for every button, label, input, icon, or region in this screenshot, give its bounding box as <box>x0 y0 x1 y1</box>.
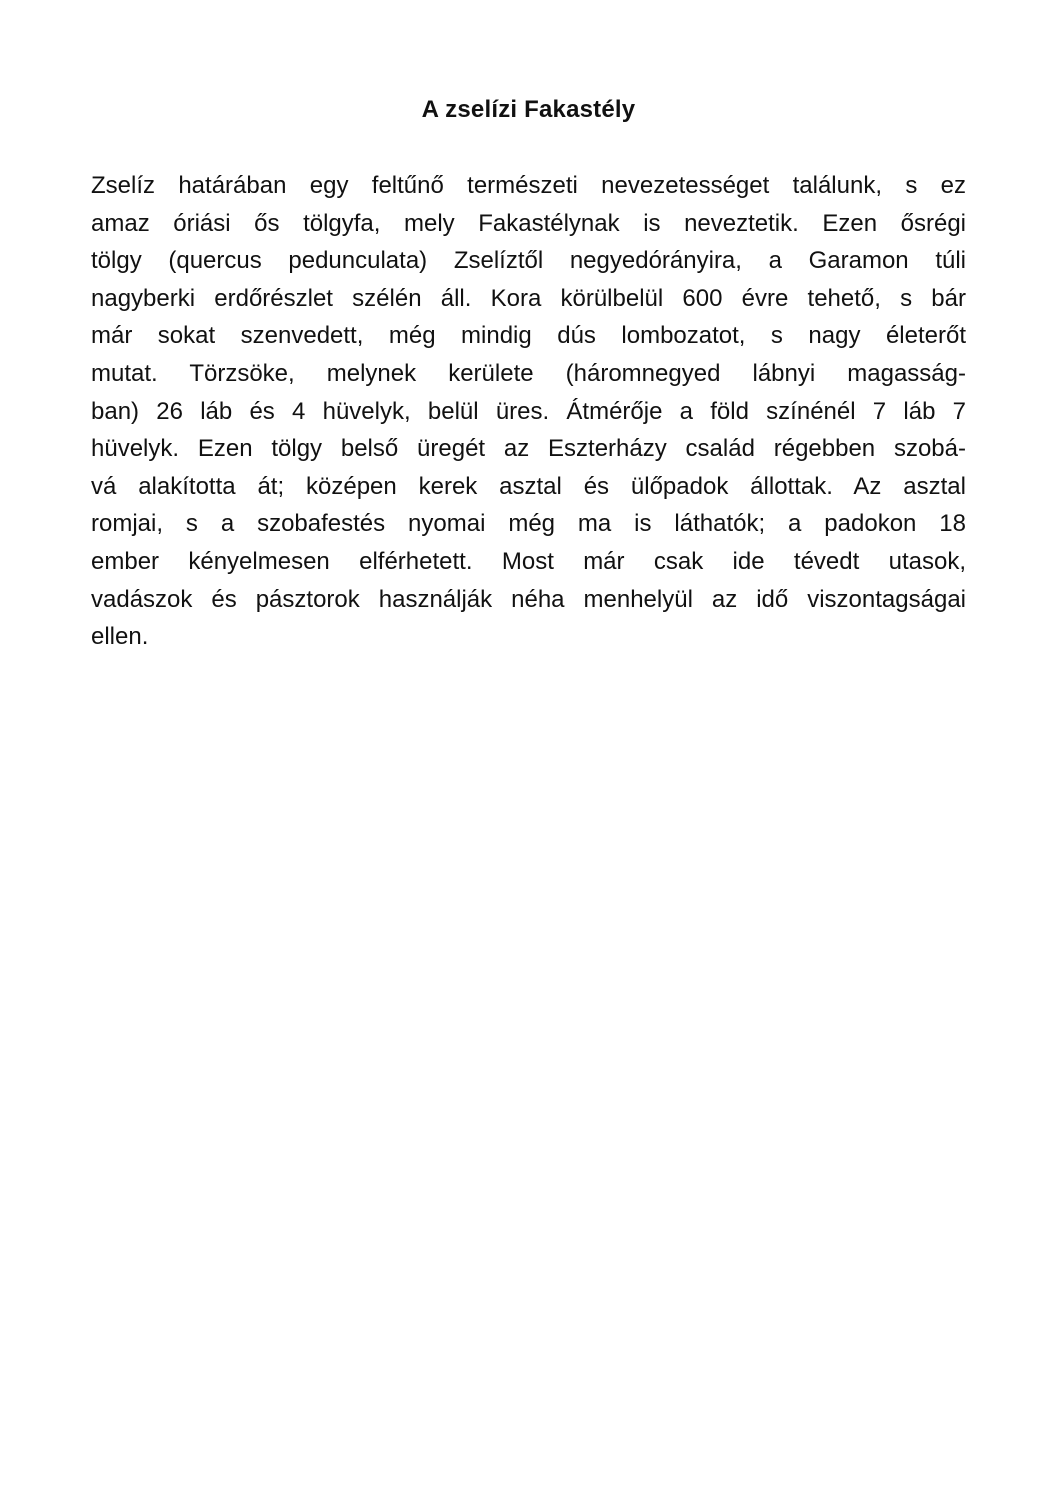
paragraph-line: ember kényelmesen elférhetett. Most már csak ide tévedt utasok, <box>91 547 966 575</box>
paragraph-line: ban) 26 láb és 4 hüvelyk, belül üres. Átmérője a föld színénél 7 láb 7 <box>91 397 966 425</box>
paragraph-line: romjai, s a szobafestés nyomai még ma is láthatók; a padokon 18 <box>91 510 966 538</box>
paragraph-line: vadászok és pásztorok használják néha menhelyül az idő viszontagságai <box>91 585 966 613</box>
paragraph-line: nagyberki erdőrészlet szélén áll. Kora körülbelül 600 évre tehető, s bár <box>91 284 966 312</box>
paragraph-line: ellen. <box>91 623 149 651</box>
body-paragraph <box>91 167 966 656</box>
paragraph-line: már sokat szenvedett, még mindig dús lombozatot, s nagy életerőt <box>91 322 966 350</box>
page-title: A zselízi Fakastély <box>421 96 636 123</box>
paragraph-line: tölgy (quercus pedunculata) Zselíztől negyedórányira, a Garamon túli <box>91 247 966 275</box>
paragraph-line: vá alakította át; középen kerek asztal és ülőpadok állottak. Az asztal <box>91 472 966 500</box>
paragraph-line: amaz óriási ős tölgyfa, mely Fakastélynak is neveztetik. Ezen ősrégi <box>91 209 966 237</box>
paragraph-line: mutat. Törzsöke, melynek kerülete (háromnegyed lábnyi magasság- <box>91 359 966 387</box>
paragraph-line: hüvelyk. Ezen tölgy belső üregét az Eszterházy család régebben szobá- <box>91 435 966 463</box>
paragraph-line: Zselíz határában egy feltűnő természeti nevezetességet találunk, s ez <box>91 172 966 199</box>
